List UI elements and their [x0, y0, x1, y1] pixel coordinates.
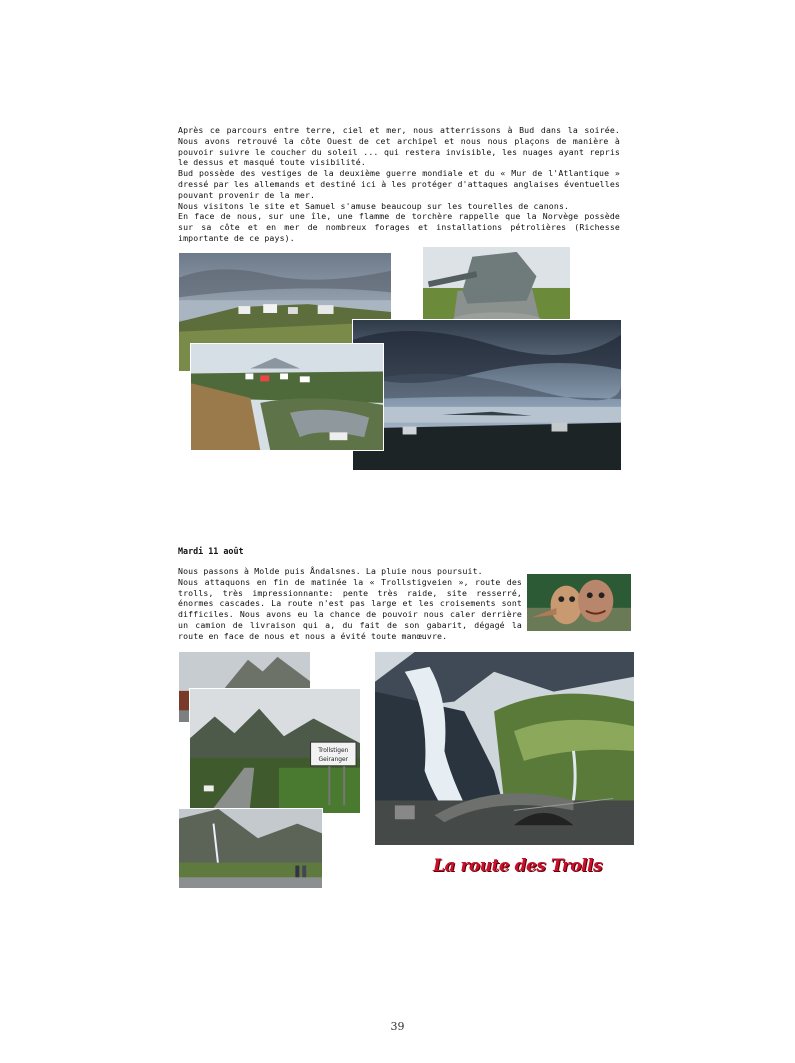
photo-road-sign — [189, 688, 361, 814]
photo-valley-waterfall — [178, 808, 323, 889]
text-line: En face de nous, sur une île, une flamme de torchère rappelle que la Norvège possède sur sa côte et en mer de nombreux forages et installations pétrolières (Richesse importante de ce pays). — [178, 211, 620, 243]
text-line: Nous passons à Molde puis Åndalsnes. La pluie nous poursuit. — [178, 566, 483, 576]
photo-village-hill — [190, 343, 384, 451]
text-line: Nous visitons le site et Samuel s'amuse beaucoup sur les tourelles de canons. — [178, 200, 570, 211]
text-line: Bud possède des vestiges de la deuxième guerre mondiale et du « Mur de l'Atlantique » dressé par les allemands et destiné ici à les protéger d'attaques anglaises éventuelles pouvant provenir de la mer. — [178, 168, 620, 200]
photo-troll-figures — [526, 573, 632, 632]
trolls-paragraph — [178, 566, 522, 642]
road-sign-text-2: Geiranger — [318, 756, 349, 763]
intro-paragraph — [178, 125, 620, 244]
text-line: Après ce parcours entre terre, ciel et mer, nous atterrissons à Bud dans la soirée. Nous avons retrouvé la côte Ouest de cet archipel et nous nous plaçons de manière à pouvoir suivre le coucher du soleil ... qui restera invisible, les nuages ayant repris le dessus et masqué toute visibilité. — [178, 125, 620, 168]
road-sign-text-1: Trollstigen — [318, 747, 349, 754]
photo-sunset-sea — [352, 319, 622, 471]
text-line: Nous attaquons en fin de matinée la « Trollstigveien », route des trolls, très impressionnante: pente très raide, site resserré, énormes cascades. La route n'est pas large et les croisements sont difficiles. Nous avons eu la chance de pouvoir nous caler derrière un camion de livraison qui a, du fait de son gabarit, dégagé la route en face de nous et nous a évité toute manœuvre. — [178, 576, 522, 641]
photo-trollstigen-bridge — [374, 651, 635, 846]
photo-gun-turret — [422, 246, 571, 328]
day-heading: Mardi 11 août — [178, 546, 244, 556]
page-number: 39 — [390, 1020, 405, 1033]
collage-caption: La route des Trolls — [433, 856, 603, 876]
